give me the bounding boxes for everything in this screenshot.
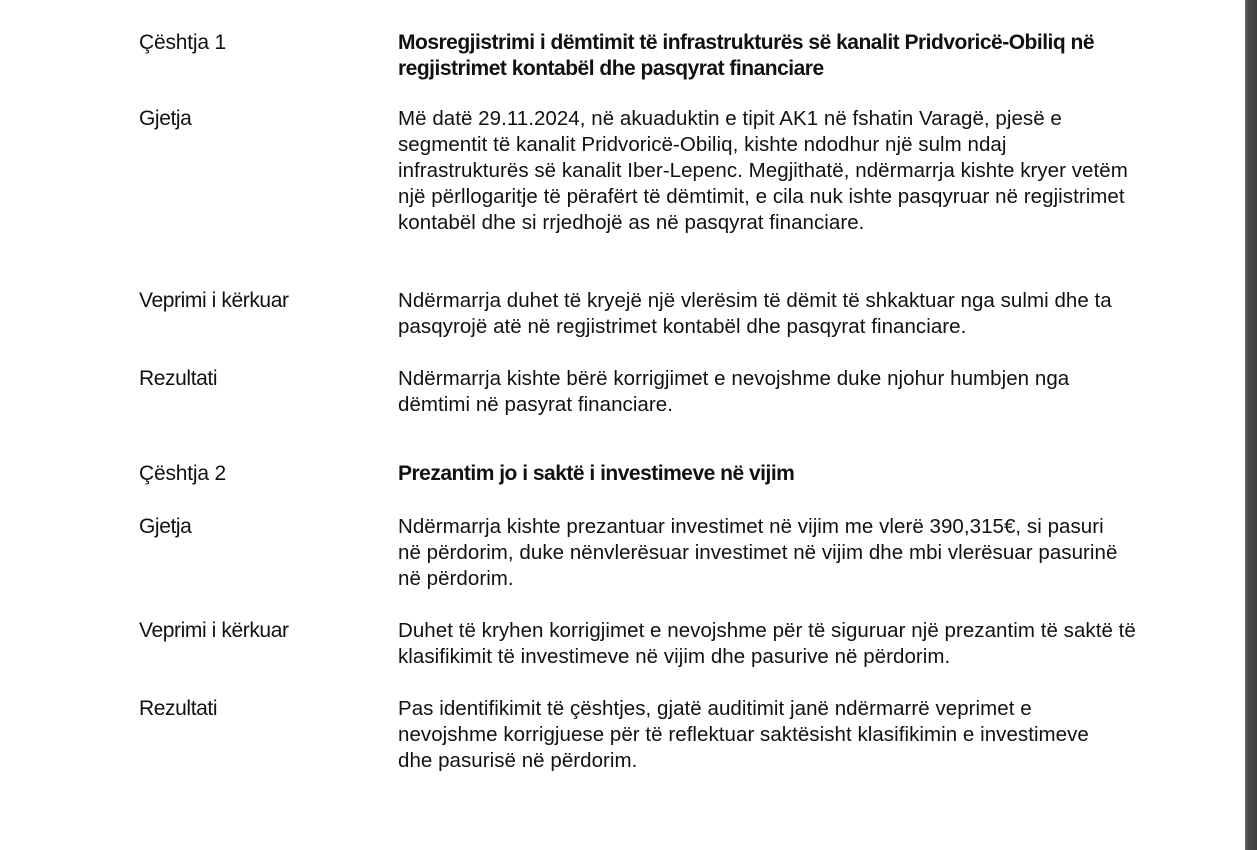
- issue-1-label: Çështja 1: [139, 31, 226, 54]
- issue-2-finding-text: Ndërmarrja kishte prezantuar investimet në vijim me vlerë 390,315€, si pasuri në përdorim, duke nënvlerësuar investimet në vijim dhe mbi vlerësuar pasurinë në përdorim.: [398, 515, 1118, 590]
- issue-2-finding-label: Gjetja: [139, 515, 192, 538]
- issue-2-action-text: Duhet të kryhen korrigjimet e nevojshme për të siguruar një prezantim të saktë të klasifikimit të investimeve në vijim dhe pasurive në përdorim.: [398, 619, 1136, 668]
- issue-1-action-label: Veprimi i kërkuar: [139, 289, 289, 312]
- issue-1-title: Mosregjistrimi i dëmtimit të infrastrukturës së kanalit Pridvoricë-Obiliq në regjistrimet kontabël dhe pasqyrat financiare: [398, 31, 1095, 80]
- issue-1-finding-text: Më datë 29.11.2024, në akuaduktin e tipit AK1 në fshatin Varagë, pjesë e segmentit të kanalit Pridvoricë-Obiliq, kishte ndodhur një sulm ndaj infrastrukturës së kanalit Iber-Lepenc. Megjithatë, ndërmarrja kishte kryer vetëm një përllogaritje të përafërt të dëmtimit, e cila nuk ishte pasqyruar në regjistrimet kontabël dhe si rrjedhojë as në pasqyrat financiare.: [398, 107, 1128, 234]
- issue-2-result-text: Pas identifikimit të çështjes, gjatë auditimit janë ndërmarrë veprimet e nevojshme korrigjuese për të reflektuar saktësisht klasifikimin e investimeve dhe pasurisë në përdorim.: [398, 697, 1089, 772]
- issue-1-result-text: Ndërmarrja kishte bërë korrigjimet e nevojshme duke njohur humbjen nga dëmtimi në pasyrat financiare.: [398, 367, 1070, 416]
- issue-2-result-label: Rezultati: [139, 697, 218, 720]
- viewer-edge: [1245, 0, 1257, 850]
- issue-2-action-label: Veprimi i kërkuar: [139, 619, 289, 642]
- issue-1-action-text: Ndërmarrja duhet të kryejë një vlerësim të dëmit të shkaktuar nga sulmi dhe ta pasqyrojë atë në regjistrimet kontabël dhe pasqyrat financiare.: [398, 289, 1112, 338]
- issue-2-label: Çështja 2: [139, 462, 226, 485]
- issue-1-result-label: Rezultati: [139, 367, 218, 390]
- issue-1-finding-label: Gjetja: [139, 107, 192, 130]
- issue-2-title: Prezantim jo i saktë i investimeve në vijim: [398, 462, 795, 485]
